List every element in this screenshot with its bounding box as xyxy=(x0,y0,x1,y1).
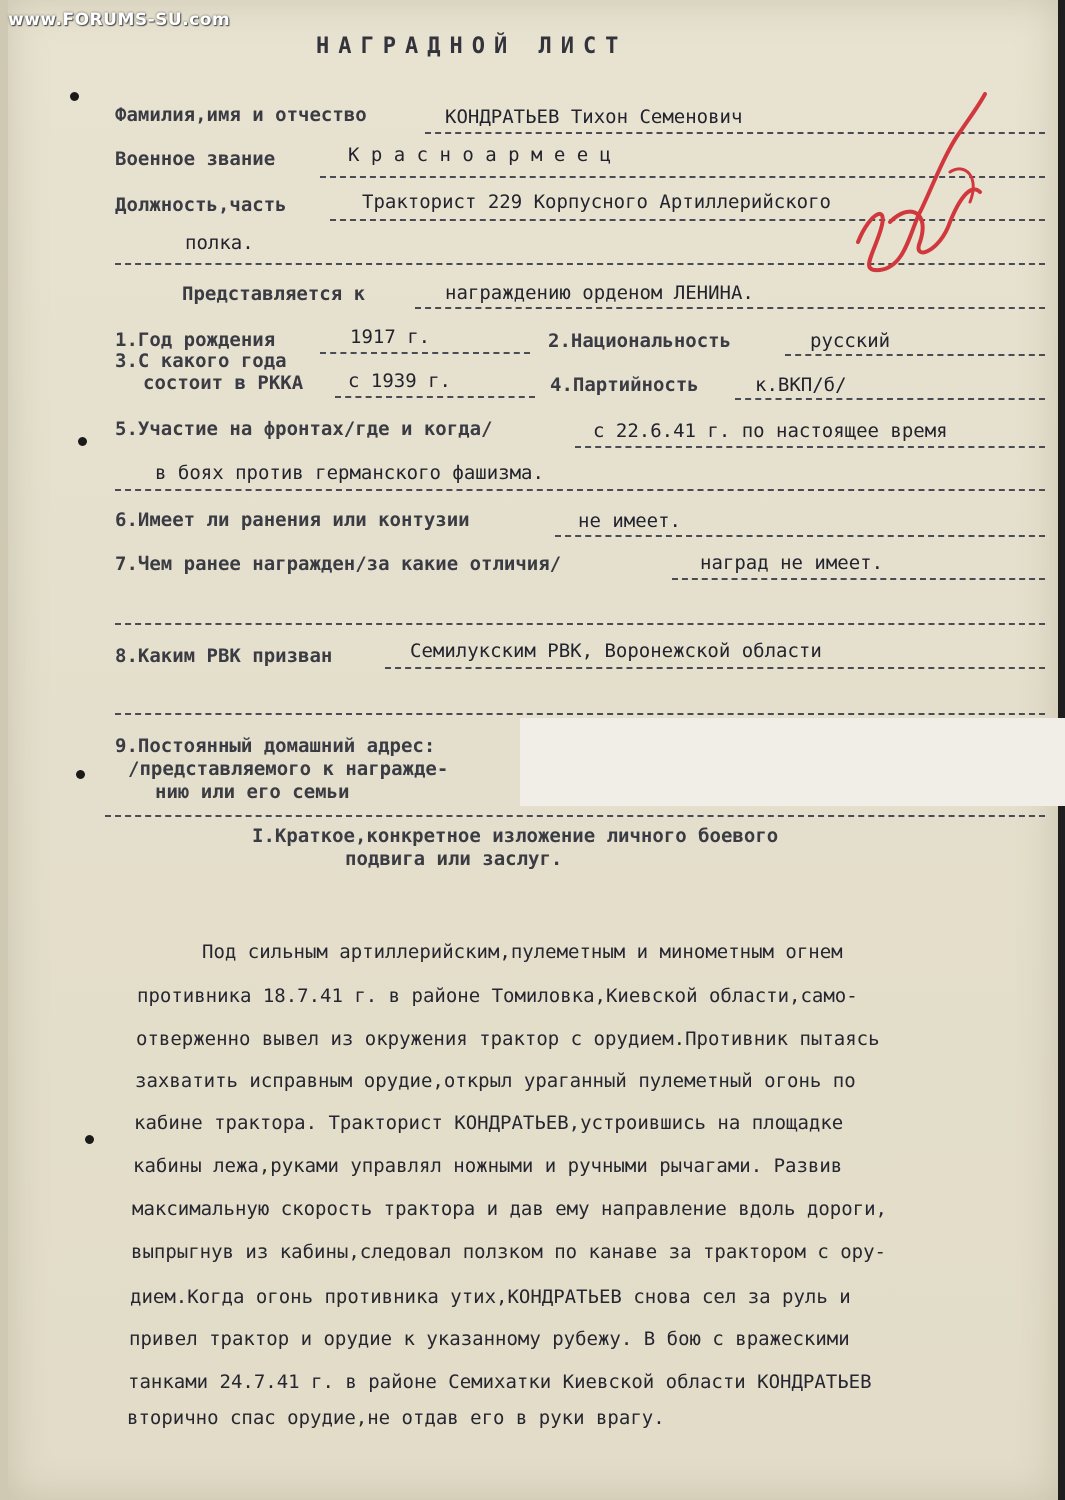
post-value-line1: Тракторист 229 Корпусного Артиллерийского xyxy=(362,191,831,213)
narrative-line: Под сильным артиллерийским,пулеметным и минометным огнем xyxy=(202,941,843,963)
narrative-line: противника 18.7.41 г. в районе Томиловка,Киевской области,само- xyxy=(137,985,858,1007)
post-label: Должность,часть xyxy=(115,194,287,216)
scan-edge-left xyxy=(0,0,8,1500)
q9-label-line2: /представляемого к награжде- xyxy=(128,758,449,780)
punch-hole-dot xyxy=(85,1135,94,1144)
q7-label: 7.Чем ранее награжден/за какие отличия/ xyxy=(115,553,562,575)
q3-value: с 1939 г. xyxy=(348,370,451,392)
q2-value: русский xyxy=(810,330,891,352)
narrative-line: привел трактор и орудие к указанному рубежу. В бою с вражескими xyxy=(129,1328,850,1350)
q6-value: не имеет. xyxy=(578,510,681,532)
q3-label-line2: состоит в РККА xyxy=(143,372,304,394)
punch-hole-dot xyxy=(70,92,79,101)
punch-hole-dot xyxy=(76,770,85,779)
narrative-line: танками 24.7.41 г. в районе Семихатки Киевской области КОНДРАТЬЕВ xyxy=(128,1371,872,1393)
q1-value: 1917 г. xyxy=(350,326,431,348)
q6-underline xyxy=(555,535,1045,537)
page-title: НАГРАДНОЙ ЛИСТ xyxy=(316,34,628,59)
watermark: www.FORUMS-SU.com xyxy=(8,10,231,30)
narrative-line: выпрыгнув из кабины,следовал ползком по канаве за трактором с ору- xyxy=(131,1241,886,1263)
fio-value: КОНДРАТЬЕВ Тихон Семенович xyxy=(445,106,743,128)
red-handwritten-mark xyxy=(850,92,1000,282)
q1-label: 1.Год рождения xyxy=(115,329,276,351)
narrative-line: вторично спас орудие,не отдав его в руки врагу. xyxy=(127,1407,665,1429)
narrative-line: кабине трактора. Тракторист КОНДРАТЬЕВ,устроившись на площадке xyxy=(134,1112,844,1134)
q8-underline-1 xyxy=(385,667,1045,669)
section-heading-line2: подвига или заслуг. xyxy=(345,848,563,870)
q5-value-line1: с 22.6.41 г. по настоящее время xyxy=(593,420,948,442)
q8-label: 8.Каким РВК призван xyxy=(115,645,333,667)
q5-underline-2 xyxy=(115,489,1045,491)
q9-underline xyxy=(105,815,1045,817)
q5-label: 5.Участие на фронтах/где и когда/ xyxy=(115,418,493,440)
rank-value: К р а с н о а р м е е ц xyxy=(348,144,612,166)
q2-underline xyxy=(785,354,1045,356)
q1-underline xyxy=(320,352,530,354)
present-label: Представляется к xyxy=(182,283,366,305)
present-underline xyxy=(415,307,1045,309)
q2-label: 2.Национальность xyxy=(548,330,732,352)
post-value-line2: полка. xyxy=(185,232,254,254)
q7-underline-2 xyxy=(115,623,1045,625)
narrative-line: кабины лежа,руками управлял ножными и ручными рычагами. Развив xyxy=(133,1155,843,1177)
present-value: награждению орденом ЛЕНИНА. xyxy=(445,282,754,304)
narrative-line: захватить исправным орудие,открыл ураганный пулеметный огонь по xyxy=(135,1070,856,1092)
q4-label: 4.Партийность xyxy=(550,374,699,396)
narrative-line: отверженно вывел из окружения трактор с орудием.Противник пытаясь xyxy=(136,1028,880,1050)
q4-value: к.ВКП/б/ xyxy=(755,374,847,396)
redacted-address xyxy=(520,718,1065,806)
q8-value: Семилукским РВК, Воронежской области xyxy=(410,640,822,662)
narrative-line: максимальную скорость трактора и дав ему направление вдоль дороги, xyxy=(132,1198,887,1220)
q5-value-line2: в боях против германского фашизма. xyxy=(155,462,544,484)
q3-label-line1: 3.С какого года xyxy=(115,350,287,372)
section-heading-line1: I.Краткое,конкретное изложение личного боевого xyxy=(252,825,779,847)
q4-underline xyxy=(735,398,1045,400)
q5-underline-1 xyxy=(575,446,1045,448)
narrative-line: дием.Когда огонь противника утих,КОНДРАТЬЕВ снова сел за руль и xyxy=(130,1286,851,1308)
q9-label-line3: нию или его семьи xyxy=(155,781,350,803)
rank-label: Военное звание xyxy=(115,148,276,170)
punch-hole-dot xyxy=(78,437,87,446)
q7-underline-1 xyxy=(672,578,1045,580)
fio-label: Фамилия,имя и отчество xyxy=(115,104,367,126)
q6-label: 6.Имеет ли ранения или контузии xyxy=(115,509,470,531)
q3-underline xyxy=(335,396,535,398)
q8-underline-2 xyxy=(115,713,1045,715)
q9-label-line1: 9.Постоянный домашний адрес: xyxy=(115,735,436,757)
q7-value: наград не имеет. xyxy=(700,552,884,574)
